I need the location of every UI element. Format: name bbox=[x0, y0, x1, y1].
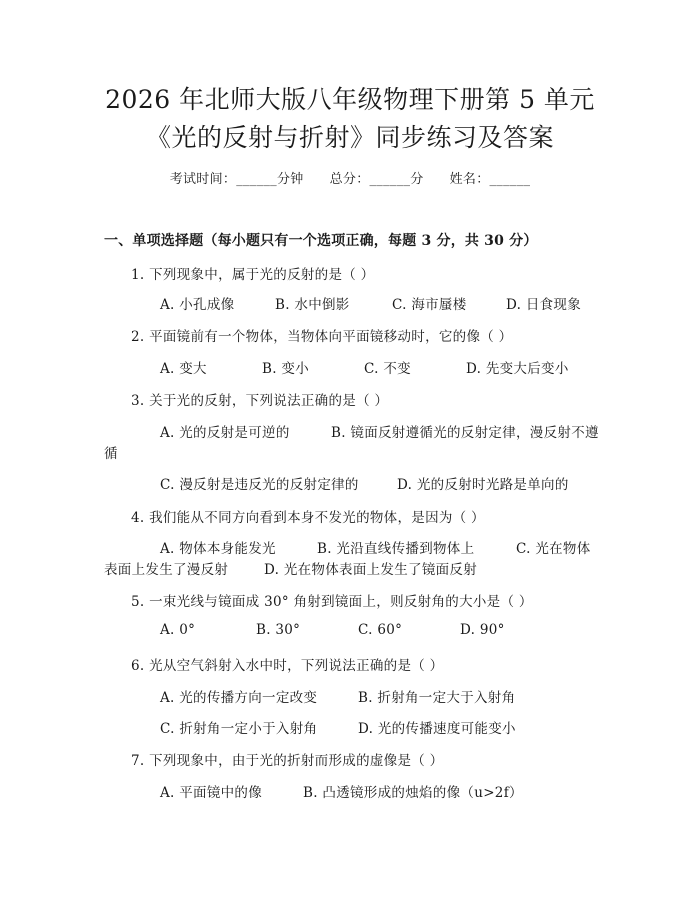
document-title-line2: 《光的反射与折射》同步练习及答案 bbox=[145, 123, 554, 152]
question-5-option-d: D. 90° bbox=[460, 622, 505, 638]
question-6-option-c: C. 折射角一定小于入射角 bbox=[160, 721, 318, 737]
question-7-option-a: A. 平面镜中的像 bbox=[160, 785, 263, 801]
question-4-option-c: C. 光在物体 bbox=[516, 541, 591, 557]
question-5-option-c: C. 60° bbox=[358, 622, 403, 638]
question-4-option-a: A. 物体本身能发光 bbox=[160, 541, 276, 557]
question-2-option-a: A. 变大 bbox=[160, 361, 207, 377]
question-2-option-d: D. 先变大后变小 bbox=[466, 361, 569, 377]
question-7-stem: 7. 下列现象中，由于光的折射而形成的虚像是（ ） bbox=[131, 753, 444, 769]
question-6-option-d: D. 光的传播速度可能变小 bbox=[358, 721, 516, 737]
document-title-line1: 2026 年北师大版八年级物理下册第 5 单元 bbox=[105, 85, 595, 114]
student-name-field: 姓名：______ bbox=[449, 172, 531, 187]
question-3-option-a: A. 光的反射是可逆的 bbox=[160, 425, 290, 441]
question-5-stem: 5. 一束光线与镜面成 30° 角射到镜面上，则反射角的大小是（ ） bbox=[131, 594, 533, 610]
section-heading: 一、单项选择题（每小题只有一个选项正确，每题 3 分，共 30 分） bbox=[104, 233, 538, 249]
question-1-option-d: D. 日食现象 bbox=[506, 297, 582, 313]
question-1-option-a: A. 小孔成像 bbox=[160, 297, 235, 313]
question-6-option-a: A. 光的传播方向一定改变 bbox=[160, 690, 318, 706]
exam-meta bbox=[0, 168, 700, 187]
question-4-option-d: D. 光在物体表面上发生了镜面反射 bbox=[264, 562, 478, 578]
question-3-option-b-wrap: 循 bbox=[104, 446, 118, 462]
question-2-option-b: B. 变小 bbox=[262, 361, 310, 377]
question-1-option-c: C. 海市蜃楼 bbox=[392, 297, 467, 313]
question-3-option-c: C. 漫反射是违反光的反射定律的 bbox=[160, 477, 359, 493]
question-6-option-b: B. 折射角一定大于入射角 bbox=[358, 690, 516, 706]
question-3-option-d: D. 光的反射时光路是单向的 bbox=[397, 477, 569, 493]
question-5-option-a: A. 0° bbox=[160, 622, 196, 638]
question-1-option-b: B. 水中倒影 bbox=[275, 297, 350, 313]
total-score-field: 总分：______分 bbox=[329, 172, 424, 187]
question-2-option-c: C. 不变 bbox=[364, 361, 411, 377]
question-3-option-b: B. 镜面反射遵循光的反射定律，漫反射不遵 bbox=[331, 425, 599, 441]
question-3-stem: 3. 关于光的反射，下列说法正确的是（ ） bbox=[131, 393, 389, 409]
question-5-option-b: B. 30° bbox=[256, 622, 301, 638]
question-6-stem: 6. 光从空气斜射入水中时，下列说法正确的是（ ） bbox=[131, 658, 444, 674]
question-1-stem: 1. 下列现象中，属于光的反射的是（ ） bbox=[131, 267, 375, 283]
question-2-stem: 2. 平面镜前有一个物体，当物体向平面镜移动时，它的像（ ） bbox=[131, 329, 513, 345]
question-4-option-b: B. 光沿直线传播到物体上 bbox=[317, 541, 475, 557]
question-4-stem: 4. 我们能从不同方向看到本身不发光的物体，是因为（ ） bbox=[131, 510, 485, 526]
question-4-option-c-wrap: 表面上发生了漫反射 bbox=[104, 562, 229, 578]
question-7-option-b: B. 凸透镜形成的烛焰的像（u>2f） bbox=[303, 785, 523, 801]
exam-time-field: 考试时间：______分钟 bbox=[169, 172, 304, 187]
